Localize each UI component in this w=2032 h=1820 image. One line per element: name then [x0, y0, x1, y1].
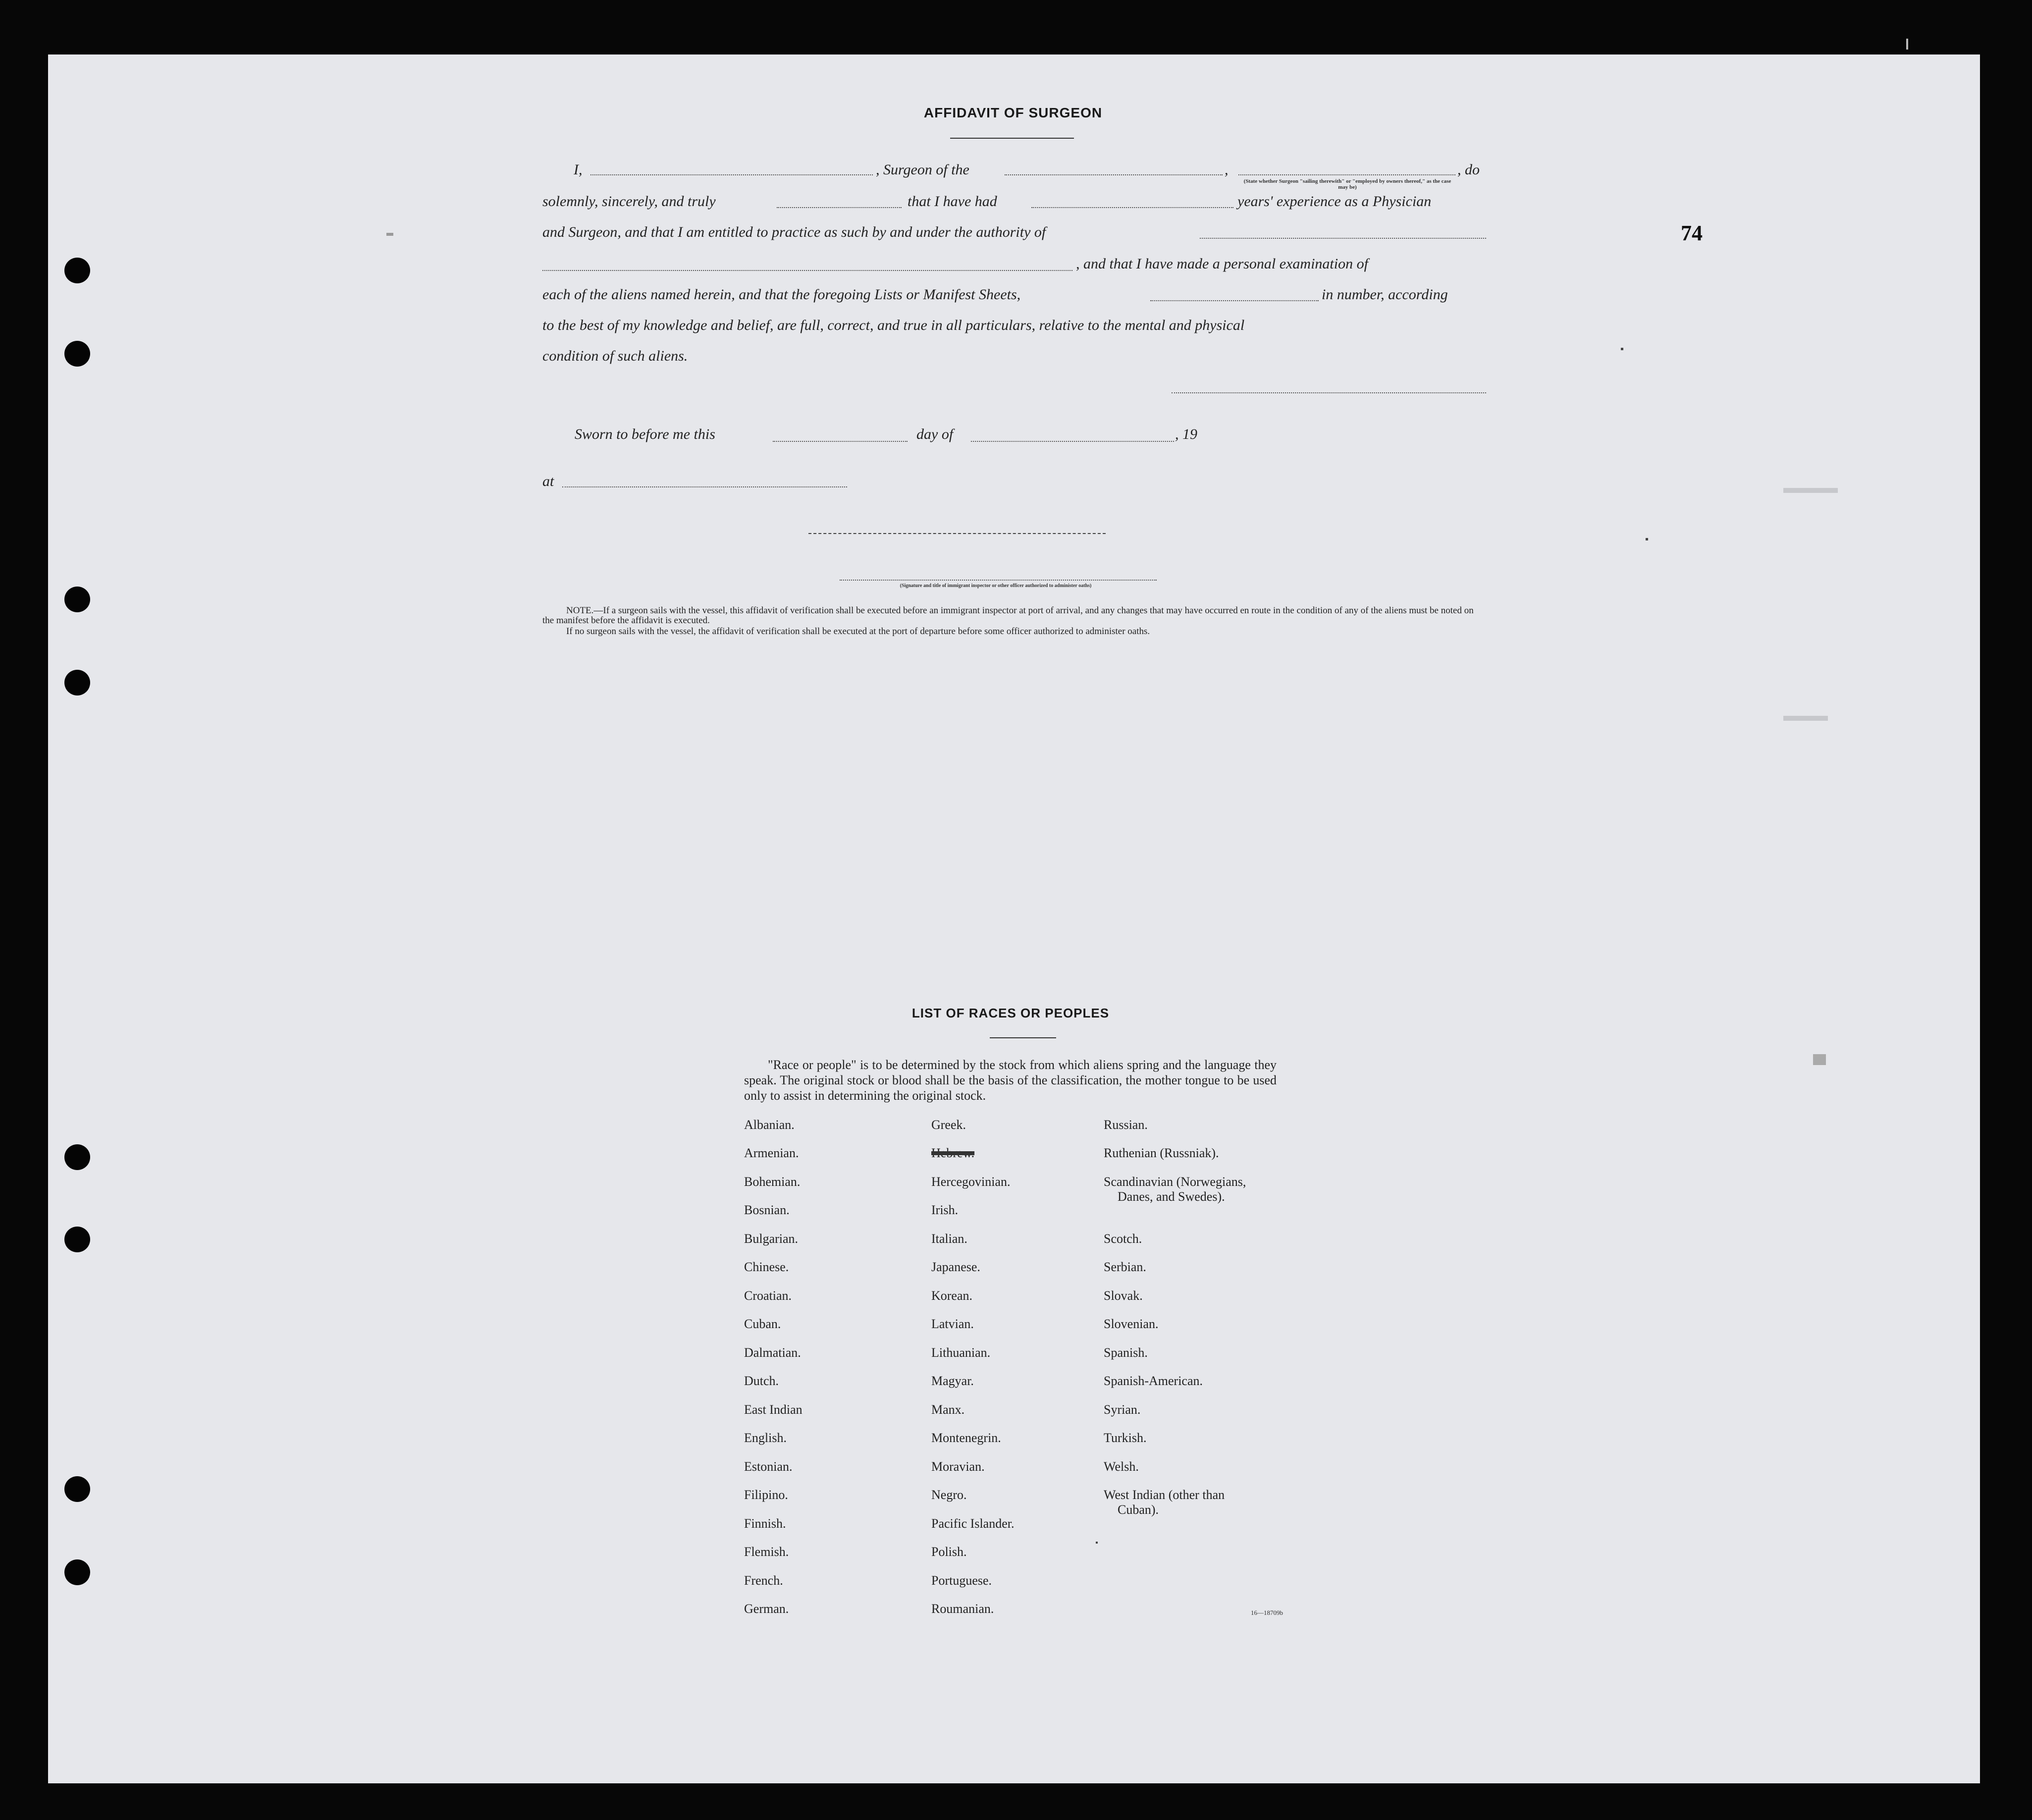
- race-item: Croatian.: [744, 1288, 792, 1303]
- title-underline: [950, 138, 1074, 139]
- scan-mark: [1096, 1542, 1098, 1544]
- year-label: , 19: [1175, 426, 1197, 442]
- place-field[interactable]: [562, 486, 847, 487]
- race-item: Latvian.: [931, 1317, 974, 1331]
- note-no-surgeon: If no surgeon sails with the vessel, the affidavit of verification shall be executed at the port of departure before some officer authorized to administer oaths.: [566, 626, 1150, 637]
- race-item: German.: [744, 1602, 789, 1616]
- races-title: LIST OF RACES OR PEOPLES: [911, 1006, 1110, 1020]
- affidavit-title: AFFIDAVIT OF SURGEON: [923, 105, 1103, 120]
- race-item: Slovenian.: [1104, 1317, 1159, 1331]
- race-item: Spanish-American.: [1104, 1374, 1203, 1388]
- race-item: Lithuanian.: [931, 1345, 991, 1360]
- surgeon-signature-field[interactable]: [1172, 392, 1486, 393]
- vessel-name-field[interactable]: [1005, 174, 1223, 175]
- inspector-signature-line[interactable]: [808, 533, 1106, 534]
- scan-mark: [1906, 39, 1908, 50]
- in-number-label: in number, according: [1322, 286, 1448, 303]
- race-item: Negro.: [931, 1488, 967, 1502]
- signature-caption: (Signature and title of immigrant inspector or other officer authorized to administer oaths): [900, 583, 1092, 589]
- scan-mark: [1621, 348, 1623, 350]
- race-item: Roumanian.: [931, 1602, 994, 1616]
- race-item: Estonian.: [744, 1459, 793, 1474]
- race-item: French.: [744, 1573, 783, 1588]
- punch-hole: [64, 670, 90, 696]
- comma-label: ,: [1225, 161, 1229, 178]
- race-item: Ruthenian (Russniak).: [1104, 1146, 1219, 1160]
- knowledge-label: to the best of my knowledge and belief, are full, correct, and true in all particulars, relative to the mental and physical: [542, 317, 1245, 333]
- race-item: Polish.: [931, 1545, 967, 1559]
- punch-hole: [64, 1476, 90, 1502]
- punch-hole: [64, 258, 90, 283]
- race-item: Scandinavian (Norwegians,: [1104, 1175, 1246, 1189]
- race-item: Dalmatian.: [744, 1345, 801, 1360]
- do-label: , do: [1457, 161, 1480, 178]
- race-item: Turkish.: [1104, 1431, 1147, 1445]
- race-item: Irish.: [931, 1203, 959, 1217]
- note-surgeon-sails: NOTE.—If a surgeon sails with the vessel, this affidavit of verification shall be executed before an immigrant inspector at port of arrival, and any changes that may have occurred en route in the condition of any of the aliens must be noted on the manifest before the affidavit is executed.: [542, 605, 1474, 626]
- race-item: Portuguese.: [931, 1573, 992, 1588]
- race-item: Magyar.: [931, 1374, 974, 1388]
- race-item: East Indian: [744, 1402, 802, 1417]
- race-item: Finnish.: [744, 1516, 786, 1531]
- race-item: Spanish.: [1104, 1345, 1148, 1360]
- page-number: 74: [1681, 221, 1703, 245]
- sworn-month-field[interactable]: [971, 441, 1174, 442]
- race-item: Syrian.: [1104, 1402, 1141, 1417]
- experience-label: years' experience as a Physician: [1237, 193, 1432, 210]
- race-item: Montenegrin.: [931, 1431, 1001, 1445]
- sworn-day-field[interactable]: [773, 441, 908, 442]
- day-of-label: day of: [916, 426, 954, 442]
- authority-label: and Surgeon, and that I am entitled to practice as such by and under the authority of: [542, 224, 1046, 240]
- race-item: Filipino.: [744, 1488, 788, 1502]
- race-item-continued: Cuban).: [1118, 1502, 1159, 1517]
- years-experience-field[interactable]: [1031, 207, 1233, 208]
- race-item: Scotch.: [1104, 1231, 1142, 1246]
- form-number: 16—18709b: [1251, 1609, 1283, 1616]
- examination-label: , and that I have made a personal examination of: [1076, 256, 1368, 272]
- manifest-sheets-label: each of the aliens named herein, and that the foregoing Lists or Manifest Sheets,: [542, 286, 1021, 303]
- surgeon-name-field[interactable]: [590, 174, 873, 175]
- surgeon-status-field[interactable]: [1238, 174, 1455, 175]
- at-label: at: [542, 473, 554, 489]
- punch-hole: [64, 587, 90, 612]
- have-had-label: that I have had: [908, 193, 997, 210]
- sworn-label: Sworn to before me this: [575, 426, 715, 442]
- race-item: Bohemian.: [744, 1175, 801, 1189]
- scan-mark: [386, 233, 393, 236]
- authority-field[interactable]: [1200, 238, 1486, 239]
- race-item: Hercegovinian.: [931, 1175, 1011, 1189]
- race-item: Cuban.: [744, 1317, 781, 1331]
- race-item: Pacific Islander.: [931, 1516, 1015, 1531]
- surgeon-status-caption: (State whether Surgeon "sailing therewith" or "employed by owners thereof," as the case may be): [1243, 178, 1451, 190]
- race-item: Armenian.: [744, 1146, 799, 1160]
- race-item: Bosnian.: [744, 1203, 790, 1217]
- punch-hole: [64, 1227, 90, 1252]
- race-item: Greek.: [931, 1118, 966, 1132]
- race-item: Welsh.: [1104, 1459, 1139, 1474]
- race-item: Dutch.: [744, 1374, 779, 1388]
- races-title-underline: [990, 1037, 1056, 1038]
- authority-field-continued[interactable]: [542, 270, 1072, 271]
- race-item: Korean.: [931, 1288, 973, 1303]
- race-item: Italian.: [931, 1231, 967, 1246]
- oath-form-field[interactable]: [777, 207, 902, 208]
- races-intro: "Race or people" is to be determined by the stock from which aliens spring and the language they speak. The original stock or blood shall be the basis of the classification, the mother tongue to be used only to assist in determining the original stock.: [744, 1058, 1277, 1103]
- race-item-continued: Danes, and Swedes).: [1118, 1189, 1225, 1204]
- punch-hole: [64, 1559, 90, 1585]
- race-item: Chinese.: [744, 1260, 789, 1274]
- punch-hole: [64, 1144, 90, 1170]
- sheet-count-field[interactable]: [1150, 300, 1319, 301]
- race-item: Russian.: [1104, 1118, 1148, 1132]
- inspector-title-line[interactable]: [840, 580, 1157, 581]
- punch-hole: [64, 341, 90, 367]
- race-item: English.: [744, 1431, 787, 1445]
- condition-label: condition of such aliens.: [542, 348, 688, 364]
- scan-mark: [1813, 1054, 1826, 1065]
- scan-mark: [1646, 538, 1648, 540]
- scan-mark: [1783, 716, 1828, 721]
- race-item-struck: Hebrew.: [931, 1146, 975, 1160]
- race-item: Flemish.: [744, 1545, 789, 1559]
- affiant-intro: I,: [574, 161, 583, 178]
- scan-mark: [1783, 488, 1838, 493]
- race-item: Japanese.: [931, 1260, 980, 1274]
- race-item: Manx.: [931, 1402, 965, 1417]
- solemnly-label: solemnly, sincerely, and truly: [542, 193, 716, 210]
- race-item: Moravian.: [931, 1459, 985, 1474]
- race-item: Bulgarian.: [744, 1231, 799, 1246]
- surgeon-of-label: , Surgeon of the: [876, 161, 969, 178]
- race-item: West Indian (other than: [1104, 1488, 1225, 1502]
- race-item: Slovak.: [1104, 1288, 1143, 1303]
- race-item: Serbian.: [1104, 1260, 1146, 1274]
- race-item: Albanian.: [744, 1118, 795, 1132]
